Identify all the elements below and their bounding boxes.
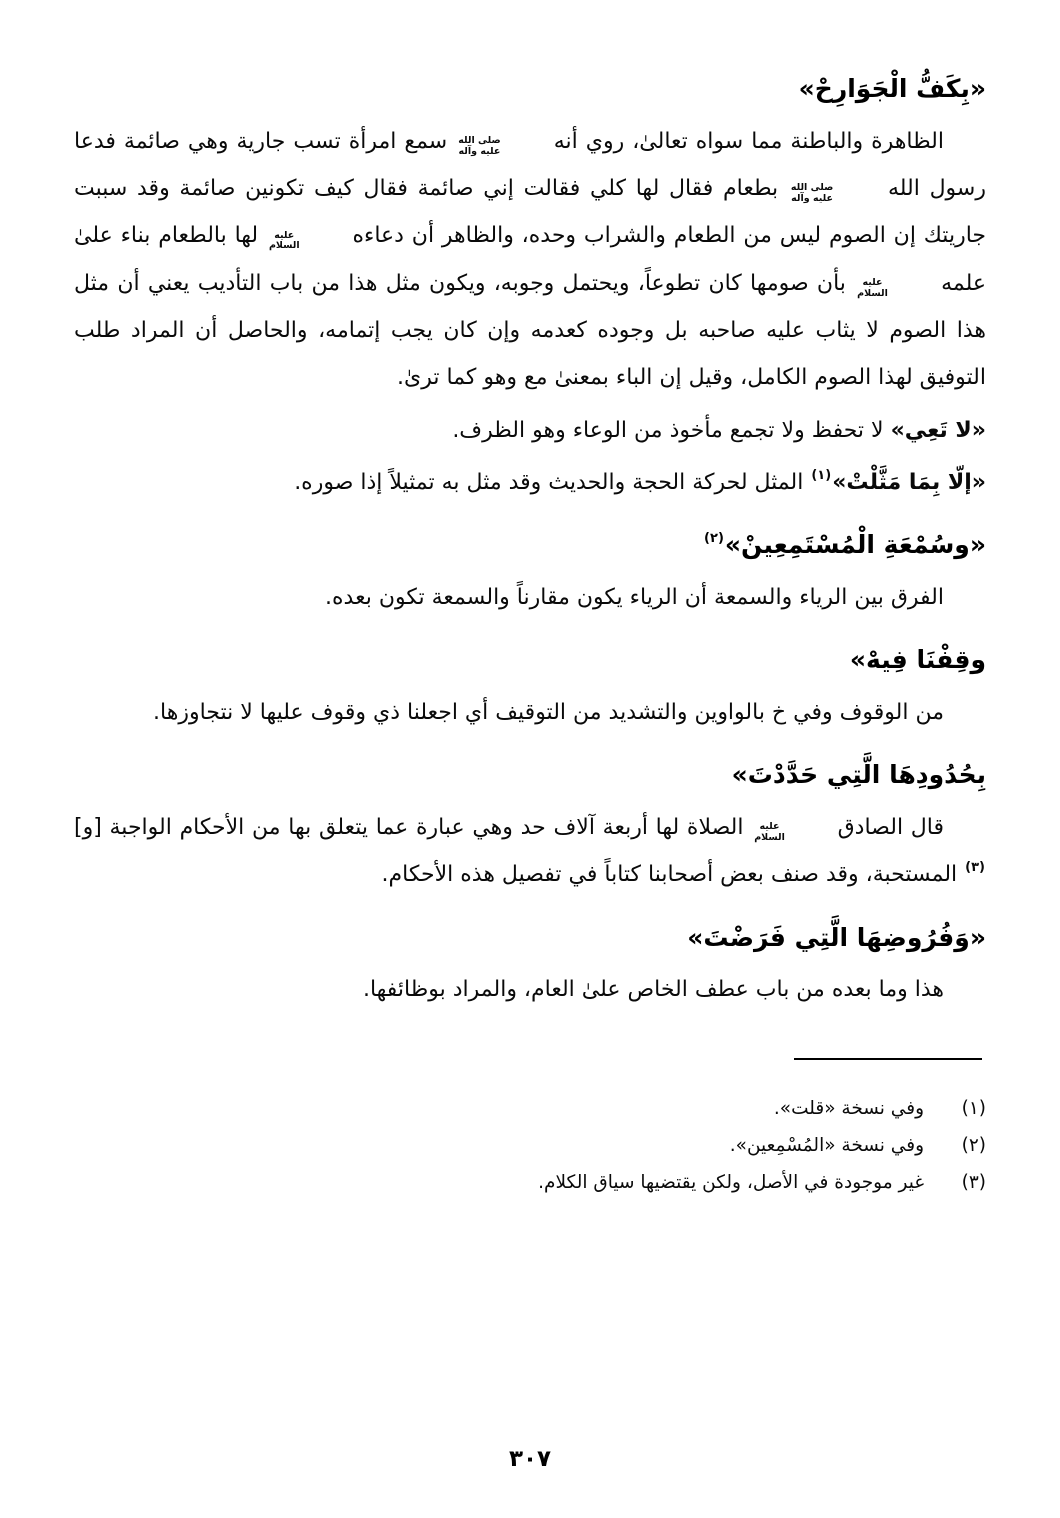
footnotes-block	[74, 1090, 986, 1201]
body-paragraph: هذا وما بعده من باب عطف الخاص علىٰ العام، والمراد بوظائفها.	[362, 977, 944, 1003]
page-content	[74, 72, 986, 1014]
body-paragraph: الفرق بين الرياء والسمعة أن الرياء يكون مقارناً والسمعة تكون بعده.	[325, 584, 944, 610]
section-heading: «بِكَفُّ الْجَوَارِحْ»	[798, 74, 986, 103]
footnote-text: وفي نسخة «قلت».	[773, 1097, 924, 1119]
section-heading: «وَفُرُوضِهَا الَّتِي فَرَضْتَ»	[687, 922, 986, 952]
footnote-number: (٢)	[961, 1134, 986, 1156]
footnote-separator	[794, 1058, 982, 1060]
body-paragraph: قال الصادق عليه السلام الصلاة لها أربعة آلاف حد وهي عبارة عما يتعلق بها من الأحكام الواجبة [و]$^{(٣)}$ المستحبة، وقد صنف بعض أصحابنا كتاباً في تفصيل هذه الأحكام.	[74, 814, 985, 888]
footnote-marker: (١)	[811, 467, 832, 483]
quoted-lemma: «لا تَعِي»	[890, 417, 986, 443]
footnote-marker: (٢)	[704, 530, 724, 546]
footnote-marker: (٣)	[965, 859, 985, 875]
body-paragraph: من الوقوف وفي خ بالواوين والتشديد من التوقيف أي اجعلنا ذي وقوف عليها لا نتجاوزها.	[153, 699, 944, 725]
body-paragraph: «لا تَعِي» لا تحفظ ولا تجمع مأخوذ من الوعاء وهو الظرف.	[452, 417, 986, 443]
quoted-lemma: «إلّا بِمَا مَثَّلْتْ»	[832, 469, 986, 495]
alayhis-salam-honorific-symbol: عليه السلام	[857, 277, 888, 299]
footnote-text: غير موجودة في الأصل، ولكن يقتضيها سياق الكلام.	[538, 1171, 924, 1193]
footnote-number: (١)	[961, 1097, 986, 1119]
alayhis-salam-honorific-symbol: عليه السلام	[754, 821, 785, 843]
footnote-item	[74, 1090, 986, 1127]
body-paragraph: «إلّا بِمَا مَثَّلْتْ»$^{(١)}$ المثل لحركة الحجة والحديث وقد مثل به تمثيلاً إذا صوره.	[294, 467, 986, 495]
section-heading: «وسُمْعَةِ الْمُسْتَمِعِينْ»$^{(٢)}$	[704, 530, 986, 560]
footnote-number: (٣)	[961, 1171, 986, 1193]
body-paragraph: الظاهرة والباطنة مما سواه تعالىٰ، روي أنه صلى الله عليه وآله سمع امرأة تسب جارية وهي صائمة فدعا رسول الله صلى الله عليه وآله بطعام فقال لها كلي فقالت إني صائمة فقال كيف تكونين صائمة وقد سببت جاريتك إن الصوم ليس من الطعام والشراب وحده، والظاهر أن دعاءه عليه السلام لها بالطعام بناء علىٰ علمه عليه السلام بأن صومها كان تطوعاً، ويحتمل وجوبه، ويكون مثل هذا من باب التأديب يعني أن مثل هذا الصوم لا يثاب عليه صاحبه بل وجوده كعدمه وإن كان يجب إتمامه، والحاصل أن المراد طلب التوفيق لهذا الصوم الكامل، وقيل إن الباء بمعنىٰ مع وهو كما ترىٰ.	[74, 128, 986, 391]
pbuh-honorific-symbol: صلى الله عليه وآله	[458, 135, 501, 157]
footnote-item	[74, 1164, 986, 1201]
section-heading: بِحُدُودِهَا الَّتِي حَدَّدْتَ»	[731, 760, 986, 790]
footnote-item	[74, 1127, 986, 1164]
page-number: ٣٠٧	[508, 1446, 552, 1472]
pbuh-honorific-symbol: صلى الله عليه وآله	[790, 182, 834, 205]
alayhis-salam-honorific-symbol: عليه السلام	[268, 229, 300, 252]
footnote-text: وفي نسخة «المُسْمِعين».	[729, 1134, 924, 1156]
section-heading: وقِفْنَا فِيهْ»	[849, 645, 986, 675]
